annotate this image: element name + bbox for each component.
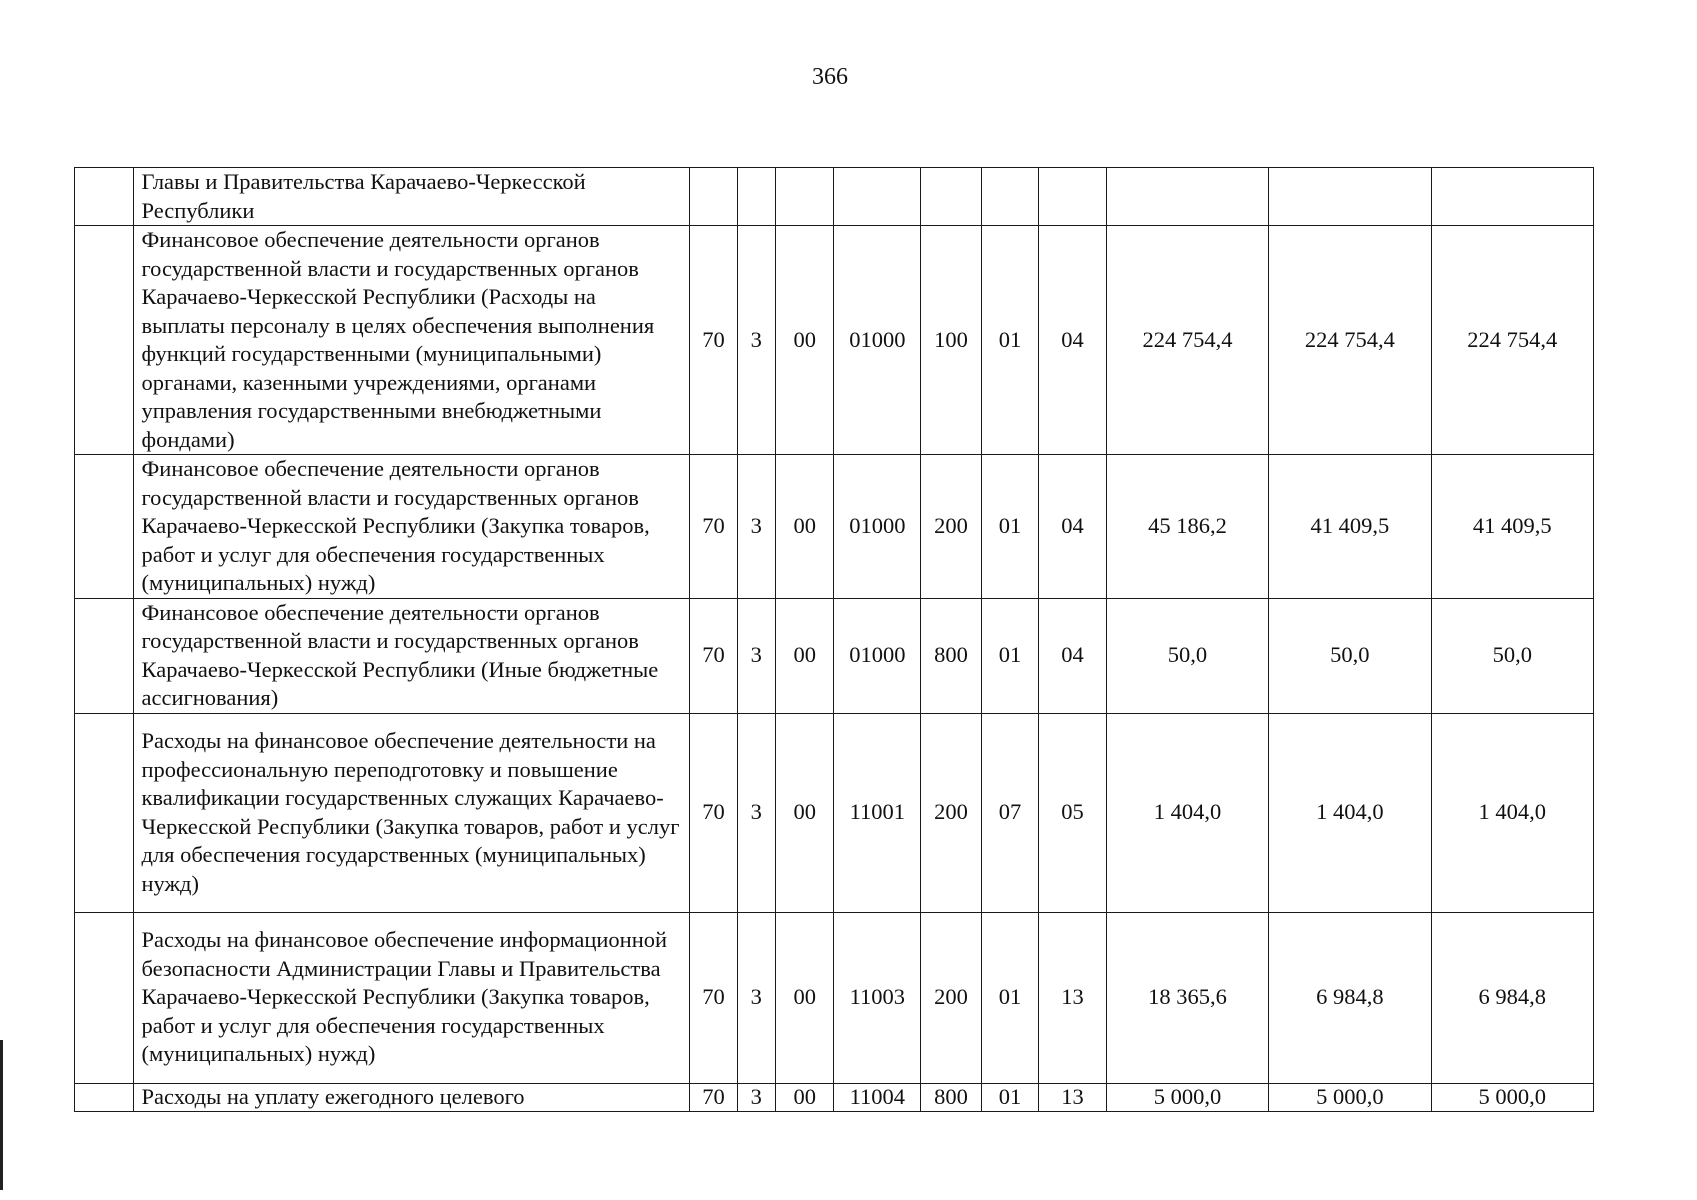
section-code-cell: 3: [737, 226, 775, 455]
section-code-cell: 3: [737, 1083, 775, 1111]
amount-year-3-cell: [1431, 168, 1593, 226]
subsection-code-cell: 00: [775, 1083, 834, 1111]
expense-type-code-cell: 800: [921, 598, 982, 713]
section-code-cell: [737, 168, 775, 226]
section-code-cell: 3: [737, 912, 775, 1083]
expense-type-code-cell: 200: [921, 713, 982, 912]
amount-year-2-cell: 6 984,8: [1269, 912, 1431, 1083]
amount-year-2-cell: 5 000,0: [1269, 1083, 1431, 1111]
row-number-cell: [75, 168, 134, 226]
ministry-code-cell: 70: [690, 713, 737, 912]
ministry-code-cell: 70: [690, 226, 737, 455]
subchapter-code-cell: 04: [1039, 226, 1107, 455]
amount-year-1-cell: 224 754,4: [1106, 226, 1268, 455]
amount-year-2-cell: [1269, 168, 1431, 226]
subchapter-code-cell: 13: [1039, 1083, 1107, 1111]
chapter-code-cell: 01: [981, 912, 1038, 1083]
amount-year-1-cell: 50,0: [1106, 598, 1268, 713]
amount-year-1-cell: 18 365,6: [1106, 912, 1268, 1083]
amount-year-3-cell: 224 754,4: [1431, 226, 1593, 455]
chapter-code-cell: 07: [981, 713, 1038, 912]
amount-year-3-cell: 50,0: [1431, 598, 1593, 713]
subchapter-code-cell: 13: [1039, 912, 1107, 1083]
amount-year-2-cell: 1 404,0: [1269, 713, 1431, 912]
subchapter-code-cell: 05: [1039, 713, 1107, 912]
target-code-cell: 11004: [834, 1083, 921, 1111]
description-cell: Финансовое обеспечение деятельности органов государственной власти и государственных органов Карачаево-Черкесской Республики (Закупка товаров, работ и услуг для обеспечения государственных (муниципальных) нужд): [133, 455, 690, 599]
subchapter-code-cell: 04: [1039, 455, 1107, 599]
chapter-code-cell: 01: [981, 1083, 1038, 1111]
amount-year-1-cell: 1 404,0: [1106, 713, 1268, 912]
row-number-cell: [75, 1083, 134, 1111]
expense-type-code-cell: 800: [921, 1083, 982, 1111]
amount-year-2-cell: 224 754,4: [1269, 226, 1431, 455]
expense-type-code-cell: 200: [921, 455, 982, 599]
chapter-code-cell: [981, 168, 1038, 226]
table-row: [75, 1083, 1594, 1111]
amount-year-3-cell: 5 000,0: [1431, 1083, 1593, 1111]
subsection-code-cell: 00: [775, 226, 834, 455]
amount-year-1-cell: 5 000,0: [1106, 1083, 1268, 1111]
table-row: [75, 713, 1594, 912]
section-code-cell: 3: [737, 455, 775, 599]
row-number-cell: [75, 226, 134, 455]
subsection-code-cell: 00: [775, 455, 834, 599]
section-code-cell: 3: [737, 713, 775, 912]
description-cell: Финансовое обеспечение деятельности органов государственной власти и государственных органов Карачаево-Черкесской Республики (Расходы на выплаты персоналу в целях обеспечения выполнения функций государственными (муниципальными) органами, казенными учреждениями, органами управления государственными внебюджетными фондами): [133, 226, 690, 455]
row-number-cell: [75, 912, 134, 1083]
description-cell: Расходы на финансовое обеспечение деятельности на профессиональную переподготовку и повышение квалификации государственных служащих Карачаево-Черкесской Республики (Закупка товаров, работ и услуг для обеспечения государственных (муниципальных) нужд): [133, 713, 690, 912]
subsection-code-cell: 00: [775, 713, 834, 912]
amount-year-3-cell: 1 404,0: [1431, 713, 1593, 912]
table-body: [75, 168, 1594, 1112]
target-code-cell: 11003: [834, 912, 921, 1083]
ministry-code-cell: 70: [690, 598, 737, 713]
section-code-cell: 3: [737, 598, 775, 713]
expense-type-code-cell: 100: [921, 226, 982, 455]
amount-year-2-cell: 50,0: [1269, 598, 1431, 713]
table-row: [75, 226, 1594, 455]
subsection-code-cell: [775, 168, 834, 226]
expense-type-code-cell: 200: [921, 912, 982, 1083]
amount-year-1-cell: 45 186,2: [1106, 455, 1268, 599]
table-row: [75, 455, 1594, 599]
ministry-code-cell: 70: [690, 455, 737, 599]
table-row: [75, 912, 1594, 1083]
expense-type-code-cell: [921, 168, 982, 226]
amount-year-3-cell: 6 984,8: [1431, 912, 1593, 1083]
scan-edge-mark: [0, 1040, 3, 1190]
subsection-code-cell: 00: [775, 912, 834, 1083]
description-cell: Расходы на финансовое обеспечение информационной безопасности Администрации Главы и Правительства Карачаево-Черкесской Республики (Закупка товаров, работ и услуг для обеспечения государственных (муниципальных) нужд): [133, 912, 690, 1083]
subsection-code-cell: 00: [775, 598, 834, 713]
subchapter-code-cell: [1039, 168, 1107, 226]
amount-year-3-cell: 41 409,5: [1431, 455, 1593, 599]
amount-year-2-cell: 41 409,5: [1269, 455, 1431, 599]
target-code-cell: [834, 168, 921, 226]
row-number-cell: [75, 713, 134, 912]
table-row: [75, 168, 1594, 226]
ministry-code-cell: 70: [690, 1083, 737, 1111]
row-number-cell: [75, 455, 134, 599]
target-code-cell: 01000: [834, 598, 921, 713]
row-number-cell: [75, 598, 134, 713]
target-code-cell: 11001: [834, 713, 921, 912]
chapter-code-cell: 01: [981, 455, 1038, 599]
ministry-code-cell: [690, 168, 737, 226]
budget-table: [74, 167, 1594, 1112]
chapter-code-cell: 01: [981, 598, 1038, 713]
page-number: 366: [812, 64, 848, 90]
subchapter-code-cell: 04: [1039, 598, 1107, 713]
table-row: [75, 598, 1594, 713]
description-cell: Финансовое обеспечение деятельности органов государственной власти и государственных органов Карачаево-Черкесской Республики (Иные бюджетные ассигнования): [133, 598, 690, 713]
description-cell: Расходы на уплату ежегодного целевого: [133, 1083, 690, 1111]
amount-year-1-cell: [1106, 168, 1268, 226]
ministry-code-cell: 70: [690, 912, 737, 1083]
description-cell: Главы и Правительства Карачаево-Черкесской Республики: [133, 168, 690, 226]
chapter-code-cell: 01: [981, 226, 1038, 455]
target-code-cell: 01000: [834, 455, 921, 599]
target-code-cell: 01000: [834, 226, 921, 455]
